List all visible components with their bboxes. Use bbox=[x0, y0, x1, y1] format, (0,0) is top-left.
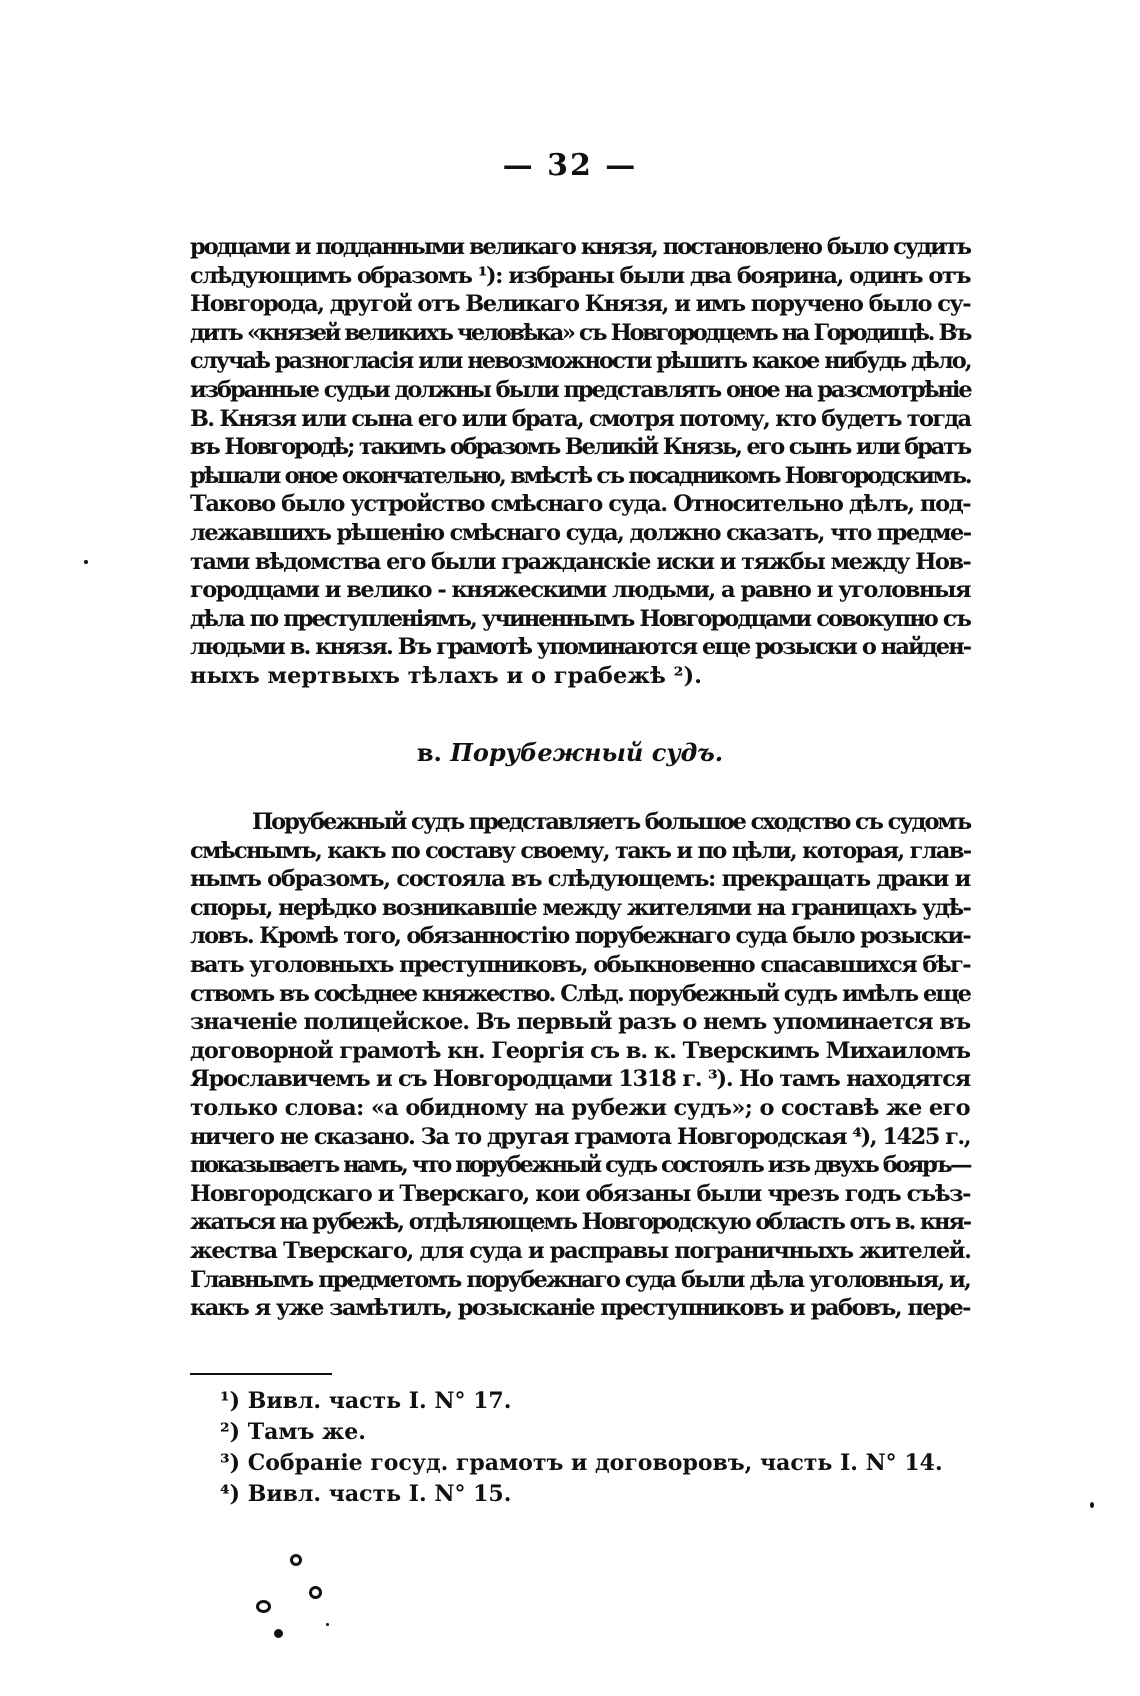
text-line: случаѣ разногласія или невозможности рѣшить какое нибудь дѣло, bbox=[190, 348, 971, 375]
text-line: ничего не сказано. За то другая грамота Новгородская ⁴), 1425 г., bbox=[190, 1123, 970, 1150]
footnote-divider bbox=[190, 1373, 332, 1375]
text-line: В. Князя или сына его или брата, смотря потому, кто будетъ тогда bbox=[190, 405, 971, 432]
footnote-mark: ¹) bbox=[220, 1388, 241, 1414]
text-line: Новгорода, другой отъ Великаго Князя, и имъ поручено было су- bbox=[190, 291, 971, 318]
footnote-text: Вивл. часть I. N° 17. bbox=[247, 1388, 512, 1414]
footnote bbox=[220, 1448, 943, 1479]
text-line: жаться на рубежѣ, отдѣляющемъ Новгородскую область отъ в. кня- bbox=[190, 1209, 970, 1236]
text-line: дить «князей великихъ человѣка» съ Новгородцемъ на Городищѣ. Въ bbox=[190, 319, 970, 346]
footnote-mark: ³) bbox=[220, 1450, 241, 1476]
footnote bbox=[220, 1417, 943, 1448]
text-line: людьми в. князя. Въ грамотѣ упоминаются еще розыски о найден- bbox=[190, 634, 971, 661]
scan-speck bbox=[274, 1629, 283, 1638]
text-line: въ Новгородѣ; такимъ образомъ Великій Князь, его сынъ или братъ bbox=[190, 434, 970, 461]
page-number: — 32 — bbox=[502, 148, 638, 183]
text-line: Новгородскаго и Тверскаго, кои обязаны были чрезъ годъ съѣз- bbox=[190, 1180, 970, 1207]
text-line: Порубежный судъ представляетъ большое сходство съ судомъ bbox=[252, 809, 970, 835]
text-line: рѣшали оное окончательно, вмѣстѣ съ посадникомъ Новгородскимъ. bbox=[190, 462, 971, 489]
footnote-text: Вивл. часть I. N° 15. bbox=[247, 1481, 512, 1507]
text-line: Таково было устройство смѣснаго суда. Относительно дѣлъ, под- bbox=[190, 491, 971, 518]
text-line: жества Тверскаго, для суда и расправы пограничныхъ жителей. bbox=[190, 1237, 971, 1264]
text-line: только слова: «а обидному на рубежи судъ»; о составѣ же его bbox=[190, 1094, 970, 1121]
text-line: ствомъ въ сосѣднее княжество. Слѣд. порубежный судъ имѣлъ еще bbox=[190, 980, 970, 1007]
footnote-text: Тамъ же. bbox=[247, 1419, 366, 1445]
scan-speck bbox=[326, 1623, 329, 1626]
paragraph-1 bbox=[190, 233, 970, 691]
text-line: избранные судьи должны были представлять оное на разсмотрѣніе bbox=[190, 376, 971, 403]
footnote bbox=[220, 1479, 943, 1510]
text-line: Главнымъ предметомъ порубежнаго суда были дѣла уголовныя, и, bbox=[190, 1266, 970, 1293]
footnote-mark: ⁴) bbox=[220, 1481, 241, 1507]
scan-speck bbox=[1090, 1502, 1094, 1508]
text-line: родцами и подданными великаго князя, постановлено было судить bbox=[190, 234, 970, 260]
text-line: тами вѣдомства его были гражданскіе иски и тяжбы между Нов- bbox=[190, 548, 971, 575]
scan-ring bbox=[256, 1600, 271, 1613]
text-line: показываетъ намъ, что порубежный судъ состоялъ изъ двухъ бояръ— bbox=[190, 1152, 970, 1179]
scan-ring bbox=[309, 1586, 322, 1599]
text-line: городцами и велико - княжескими людьми, а равно и уголовныя bbox=[190, 577, 970, 604]
text-line: лежавшихъ рѣшенію смѣснаго суда, должно сказать, что предме- bbox=[190, 519, 971, 546]
paragraph-2 bbox=[190, 808, 970, 1323]
scan-speck bbox=[84, 560, 88, 564]
text-line: ловъ. Кромѣ того, обязанностію порубежнаго суда было розыски- bbox=[190, 923, 970, 950]
section-heading bbox=[0, 738, 1140, 767]
text-line: вать уголовныхъ преступниковъ, обыкновенно спасавшихся бѣг- bbox=[190, 951, 970, 978]
footnote bbox=[220, 1386, 943, 1417]
text-line: смѣснымъ, какъ по составу своему, такъ и по цѣли, которая, глав- bbox=[190, 837, 971, 864]
text-line: дѣла по преступленіямъ, учиненнымъ Новгородцами совокупно съ bbox=[190, 605, 970, 632]
text-line: ныхъ мертвыхъ тѣлахъ и о грабежѣ ²). bbox=[190, 662, 702, 689]
text-line: нымъ образомъ, состояла въ слѣдующемъ: прекращать драки и bbox=[190, 866, 970, 893]
footnote-mark: ²) bbox=[220, 1419, 241, 1445]
text-line: договорной грамотѣ кн. Георгія съ в. к. Тверскимъ Михаиломъ bbox=[190, 1037, 970, 1064]
footnotes bbox=[220, 1386, 943, 1510]
footnote-text: Собраніе госуд. грамотъ и договоровъ, часть I. N° 14. bbox=[247, 1450, 943, 1476]
text-line: какъ я уже замѣтилъ, розысканіе преступниковъ и рабовъ, пере- bbox=[190, 1295, 970, 1322]
section-heading-letter: в. bbox=[416, 738, 442, 767]
section-heading-title: Порубежный судъ. bbox=[450, 738, 724, 767]
text-line: споры, нерѣдко возникавшіе между жителями на границахъ удѣ- bbox=[190, 894, 971, 921]
text-line: слѣдующимъ образомъ ¹): избраны были два боярина, одинъ отъ bbox=[190, 262, 970, 289]
text-line: Ярославичемъ и съ Новгородцами 1318 г. ³). Но тамъ находятся bbox=[190, 1066, 970, 1093]
text-line: значеніе полицейское. Въ первый разъ о немъ упоминается въ bbox=[190, 1009, 970, 1036]
scan-ring bbox=[290, 1554, 302, 1566]
